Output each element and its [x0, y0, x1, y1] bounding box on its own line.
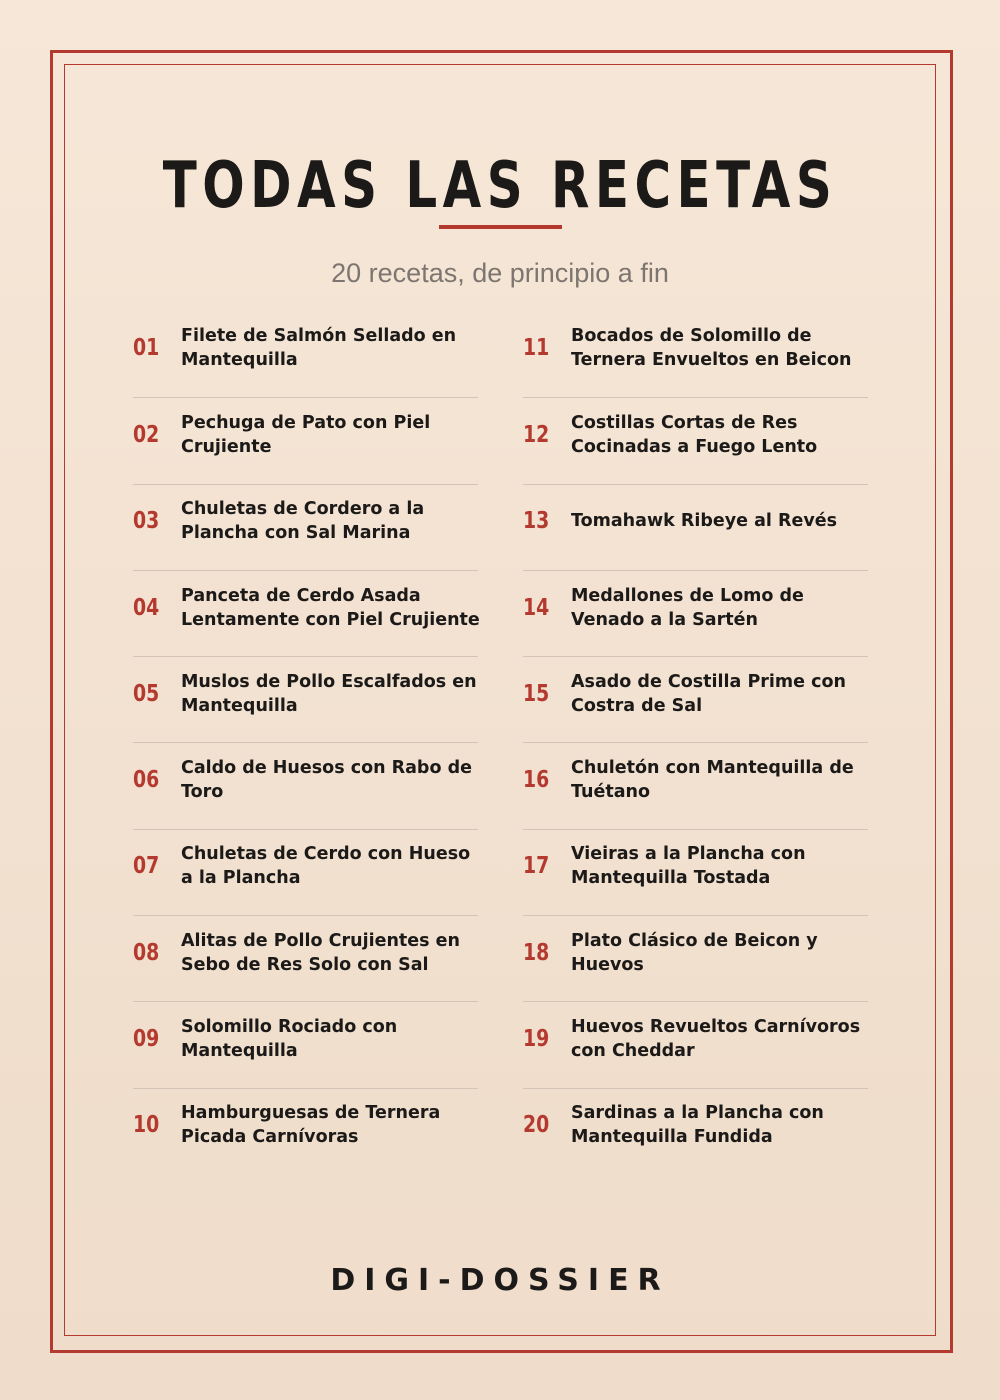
recipe-item — [133, 742, 478, 828]
recipe-name: Hamburguesas de Ternera Picada Carnívoras — [181, 1103, 441, 1148]
recipe-number: 15 — [523, 680, 550, 707]
recipe-name: Panceta de Cerdo Asada Lentamente con Piel Crujiente — [181, 585, 480, 630]
recipe-item — [523, 570, 868, 656]
recipe-item — [133, 915, 478, 1001]
page-title: TODAS LAS RECETAS — [162, 149, 838, 223]
recipe-number: 04 — [133, 594, 160, 621]
recipe-item — [523, 915, 868, 1001]
recipe-item — [523, 742, 868, 828]
recipe-list-left — [133, 311, 478, 1174]
recipe-name: Alitas de Pollo Crujientes en Sebo de Res Solo con Sal — [181, 930, 461, 975]
recipe-name: Huevos Revueltos Carnívoros con Cheddar — [571, 1017, 861, 1062]
recipe-name: Plato Clásico de Beicon y Huevos — [571, 930, 818, 975]
recipe-item — [133, 829, 478, 915]
recipe-name: Asado de Costilla Prime con Costra de Sal — [571, 671, 846, 716]
recipe-number: 18 — [523, 939, 550, 966]
recipe-list-right — [523, 311, 868, 1174]
page-subtitle: 20 recetas, de principio a fin — [331, 258, 669, 288]
recipe-number: 05 — [133, 680, 160, 707]
recipe-number: 09 — [133, 1026, 160, 1053]
recipe-item — [133, 1088, 478, 1174]
recipe-name: Muslos de Pollo Escalfados en Mantequilla — [181, 671, 477, 716]
recipe-number: 10 — [133, 1112, 160, 1139]
recipe-name: Medallones de Lomo de Venado a la Sartén — [571, 585, 804, 630]
recipe-item — [523, 829, 868, 915]
recipe-number: 20 — [523, 1112, 550, 1139]
recipe-number: 12 — [523, 421, 550, 448]
recipe-name: Chuletas de Cordero a la Plancha con Sal Marina — [181, 499, 425, 544]
recipe-name: Filete de Salmón Sellado en Mantequilla — [181, 326, 457, 371]
title-underline — [439, 225, 562, 229]
recipe-number: 01 — [133, 335, 160, 362]
recipe-name: Costillas Cortas de Res Cocinadas a Fuego Lento — [571, 412, 818, 457]
recipe-name: Pechuga de Pato con Piel Crujiente — [181, 412, 431, 457]
recipe-item — [523, 656, 868, 742]
brand-footer: DIGI-DOSSIER — [330, 1263, 670, 1298]
recipe-item — [523, 1088, 868, 1174]
recipe-number: 11 — [523, 335, 550, 362]
recipe-item — [523, 311, 868, 397]
recipe-number: 16 — [523, 767, 550, 794]
recipe-item — [133, 656, 478, 742]
recipe-number: 08 — [133, 939, 160, 966]
recipe-number: 02 — [133, 421, 160, 448]
recipe-number: 19 — [523, 1026, 550, 1053]
recipe-number: 14 — [523, 594, 550, 621]
recipe-name: Chuletón con Mantequilla de Tuétano — [571, 758, 854, 803]
recipe-name: Tomahawk Ribeye al Revés — [571, 511, 838, 532]
recipe-item — [133, 570, 478, 656]
recipe-number: 07 — [133, 853, 160, 880]
recipe-item — [133, 397, 478, 483]
recipe-item — [523, 1001, 868, 1087]
recipe-number: 13 — [523, 508, 550, 535]
recipe-name: Caldo de Huesos con Rabo de Toro — [181, 758, 472, 803]
recipe-name: Bocados de Solomillo de Ternera Envueltos en Beicon — [571, 326, 852, 371]
recipe-item — [133, 484, 478, 570]
recipe-name: Vieiras a la Plancha con Mantequilla Tostada — [571, 844, 806, 889]
recipe-item — [523, 484, 868, 570]
recipe-number: 17 — [523, 853, 550, 880]
recipe-item — [523, 397, 868, 483]
recipe-name: Chuletas de Cerdo con Hueso a la Plancha — [181, 844, 471, 889]
recipe-name: Solomillo Rociado con Mantequilla — [181, 1017, 398, 1062]
recipe-item — [133, 311, 478, 397]
recipe-number: 03 — [133, 508, 160, 535]
recipe-number: 06 — [133, 767, 160, 794]
recipe-name: Sardinas a la Plancha con Mantequilla Fundida — [571, 1103, 824, 1148]
recipe-item — [133, 1001, 478, 1087]
